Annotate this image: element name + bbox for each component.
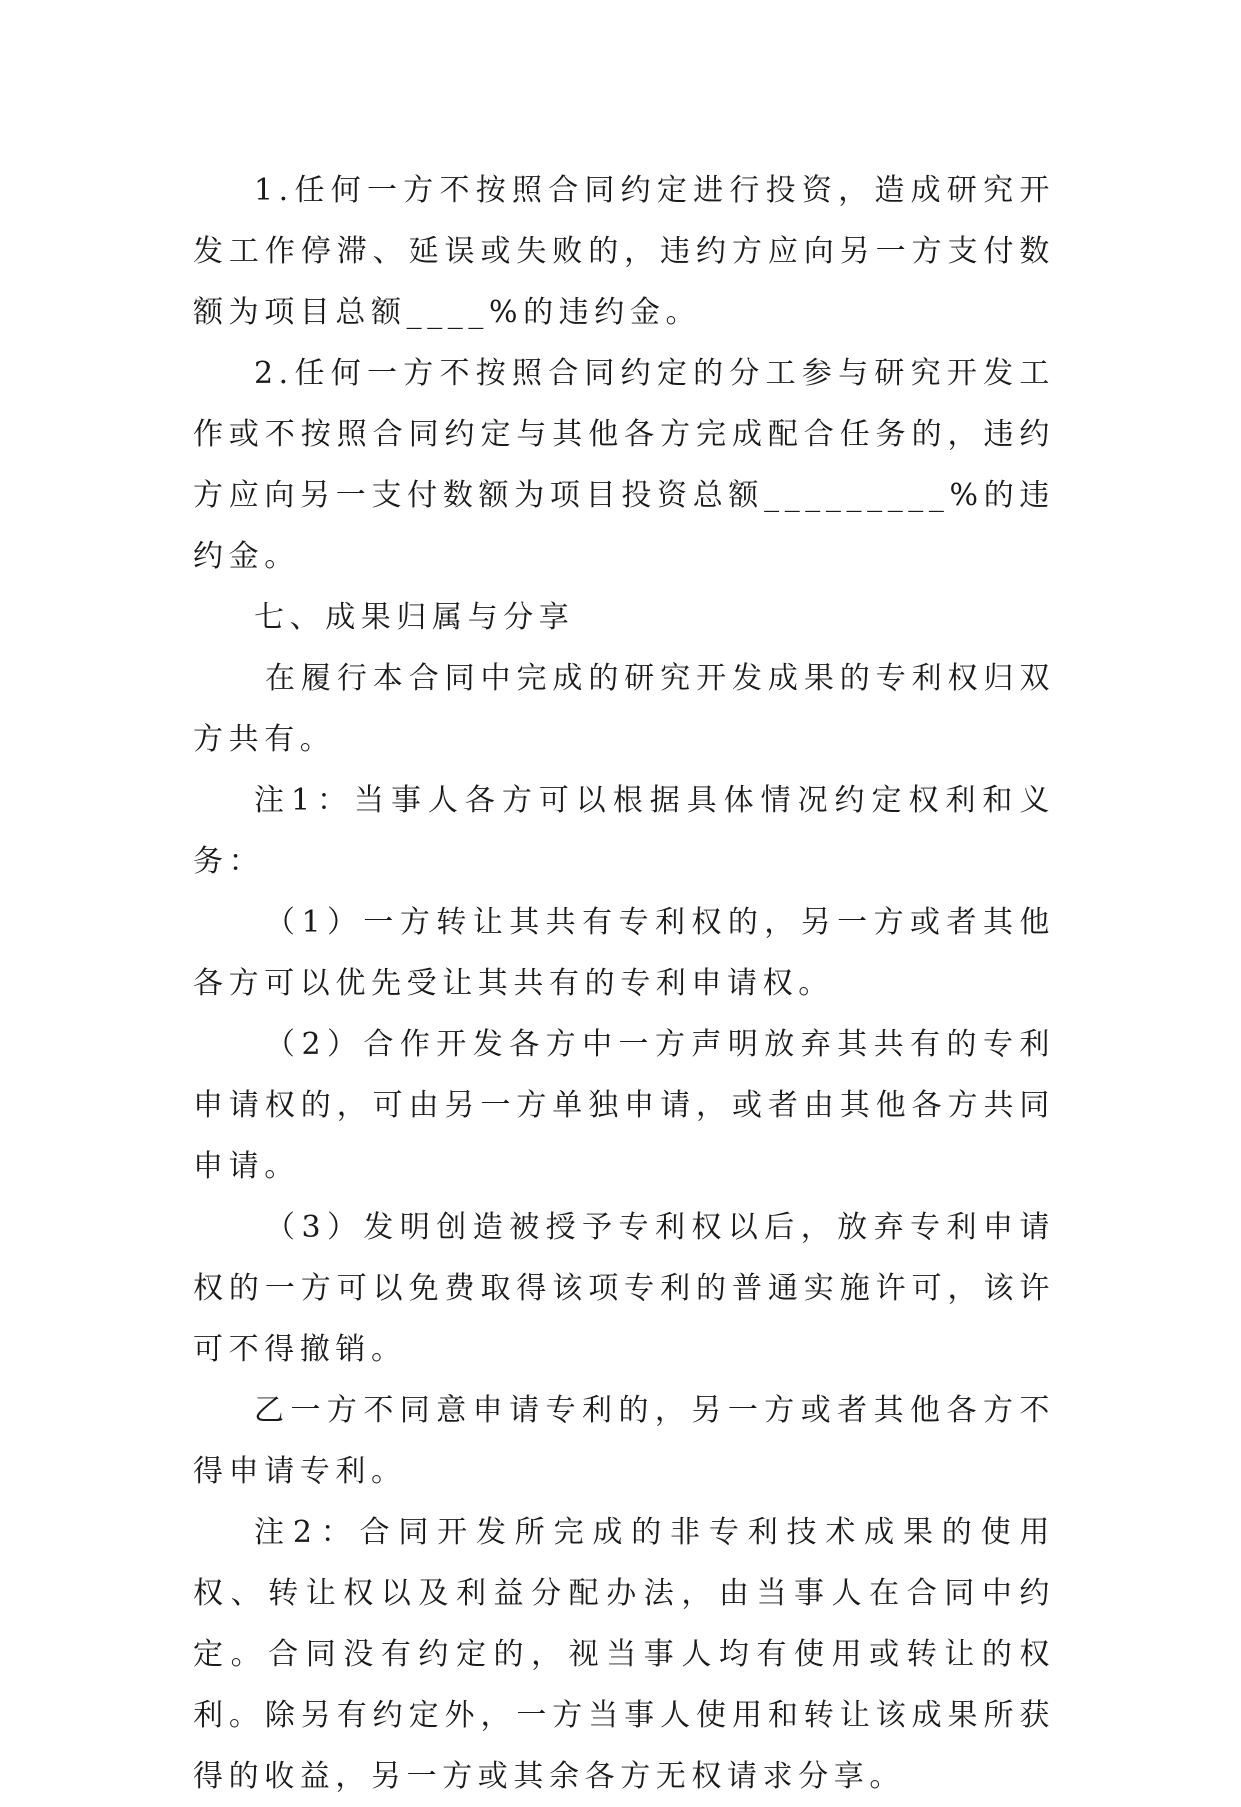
note-1-item-3: （3）发明创造被授予专利权以后，放弃专利申请权的一方可以免费取得该项专利的普通实施许可，该许可不得撤销。	[193, 1210, 1055, 1367]
clause-1-paragraph: 1.任何一方不按照合同约定进行投资，造成研究开发工作停滞、延误或失败的，违约方应向另一方支付数额为项目总额____%的违约金。	[193, 173, 1055, 330]
note-1-item-1: （1）一方转让其共有专利权的，另一方或者其他各方可以优先受让其共有的专利申请权。	[193, 905, 1055, 1001]
document-body	[193, 160, 1055, 1807]
section-heading-results-ownership: 七、成果归属与分享	[254, 600, 575, 635]
note-2-paragraph: 注2：合同开发所完成的非专利技术成果的使用权、转让权以及利益分配办法，由当事人在合同中约定。合同没有约定的，视当事人均有使用或转让的权利。除另有约定外，一方当事人使用和转让该成果所获得的收益，另一方或其余各方无权请求分享。	[193, 1515, 1055, 1794]
note-1-paragraph: 注1：当事人各方可以根据具体情况约定权利和义务：	[193, 783, 1055, 879]
clause-2-paragraph: 2.任何一方不按照合同约定的分工参与研究开发工作或不按照合同约定与其他各方完成配合任务的，违约方应向另一支付数额为项目投资总额_________%的违约金。	[193, 356, 1055, 574]
patent-ownership-paragraph: 在履行本合同中完成的研究开发成果的专利权归双方共有。	[193, 661, 1055, 757]
patent-refusal-paragraph: 乙一方不同意申请专利的，另一方或者其他各方不得申请专利。	[193, 1393, 1055, 1489]
note-1-item-2: （2）合作开发各方中一方声明放弃其共有的专利申请权的，可由另一方单独申请，或者由其他各方共同申请。	[193, 1027, 1055, 1184]
